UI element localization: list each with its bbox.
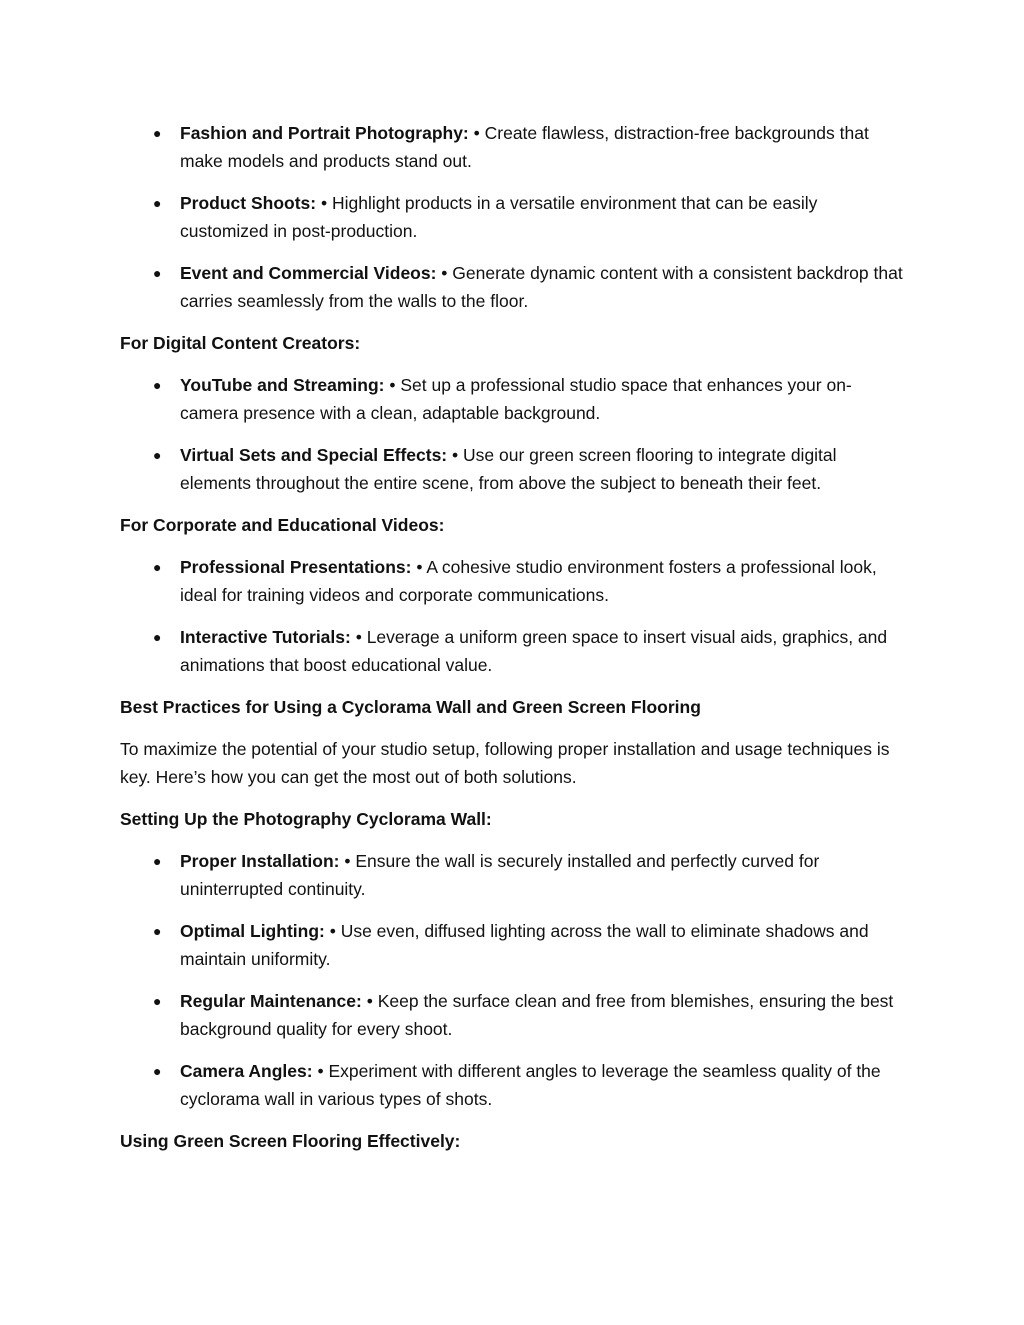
bullet-icon: ● <box>153 993 162 1009</box>
list-item-term: Optimal Lighting: <box>180 921 325 941</box>
bullet-list-content-creators <box>120 371 910 497</box>
list-item <box>120 623 910 679</box>
section-heading: Setting Up the Photography Cyclorama Wall: <box>120 809 492 829</box>
bullet-list-cyclorama-setup <box>120 847 910 1113</box>
bullet-icon: ● <box>153 629 162 645</box>
list-item-text: • Leverage a uniform green space to insert visual aids, graphics, and animations that boost educational value. <box>180 627 888 675</box>
bullet-icon: ● <box>153 923 162 939</box>
list-item-text: • Use even, diffused lighting across the wall to eliminate shadows and maintain uniformity. <box>180 921 869 969</box>
list-item <box>120 917 910 973</box>
list-item <box>120 553 910 609</box>
list-item-text: • Generate dynamic content with a consistent backdrop that carries seamlessly from the walls to the floor. <box>180 263 903 311</box>
list-item <box>120 441 910 497</box>
bullet-icon: ● <box>153 559 162 575</box>
bullet-list-corporate <box>120 553 910 679</box>
list-item-term: Product Shoots: <box>180 193 317 213</box>
bullet-list-use-cases <box>120 119 910 315</box>
list-item-term: Proper Installation: <box>180 851 340 871</box>
list-item <box>120 847 910 903</box>
list-item <box>120 119 910 175</box>
list-item-term: Camera Angles: <box>180 1061 313 1081</box>
list-item <box>120 1057 910 1113</box>
bullet-icon: ● <box>153 195 162 211</box>
list-item <box>120 189 910 245</box>
list-item-text: • Keep the surface clean and free from blemishes, ensuring the best background quality for every shoot. <box>180 991 894 1039</box>
list-item-term: Interactive Tutorials: <box>180 627 351 647</box>
bullet-icon: ● <box>153 447 162 463</box>
paragraph: To maximize the potential of your studio setup, following proper installation and usage techniques is key. Here’s how you can get the most out of both solutions. <box>120 739 890 787</box>
section-heading: Using Green Screen Flooring Effectively: <box>120 1131 461 1151</box>
section-heading: Best Practices for Using a Cyclorama Wall and Green Screen Flooring <box>120 697 701 717</box>
list-item-text: • Create flawless, distraction-free backgrounds that make models and products stand out. <box>180 123 869 171</box>
bullet-icon: ● <box>153 1063 162 1079</box>
bullet-icon: ● <box>153 853 162 869</box>
list-item <box>120 259 910 315</box>
list-item <box>120 371 910 427</box>
section-heading: For Corporate and Educational Videos: <box>120 515 445 535</box>
list-item-text: • Ensure the wall is securely installed and perfectly curved for uninterrupted continuity. <box>180 851 820 899</box>
list-item-term: Professional Presentations: <box>180 557 412 577</box>
list-item-term: Virtual Sets and Special Effects: <box>180 445 448 465</box>
bullet-icon: ● <box>153 377 162 393</box>
list-item-term: Fashion and Portrait Photography: <box>180 123 469 143</box>
list-item-term: YouTube and Streaming: <box>180 375 385 395</box>
list-item-term: Regular Maintenance: <box>180 991 362 1011</box>
bullet-icon: ● <box>153 125 162 141</box>
list-item-text: • Set up a professional studio space that enhances your on-camera presence with a clean, adaptable background. <box>180 375 852 423</box>
list-item-term: Event and Commercial Videos: <box>180 263 437 283</box>
list-item-text: • A cohesive studio environment fosters a professional look, ideal for training videos and corporate communications. <box>180 557 877 605</box>
list-item <box>120 987 910 1043</box>
list-item-text: • Experiment with different angles to leverage the seamless quality of the cyclorama wall in various types of shots. <box>180 1061 881 1109</box>
document-body <box>120 119 910 1169</box>
bullet-icon: ● <box>153 265 162 281</box>
section-heading: For Digital Content Creators: <box>120 333 361 353</box>
list-item-text: • Highlight products in a versatile environment that can be easily customized in post-production. <box>180 193 818 241</box>
list-item-text: • Use our green screen flooring to integrate digital elements throughout the entire scene, from above the subject to beneath their feet. <box>180 445 837 493</box>
